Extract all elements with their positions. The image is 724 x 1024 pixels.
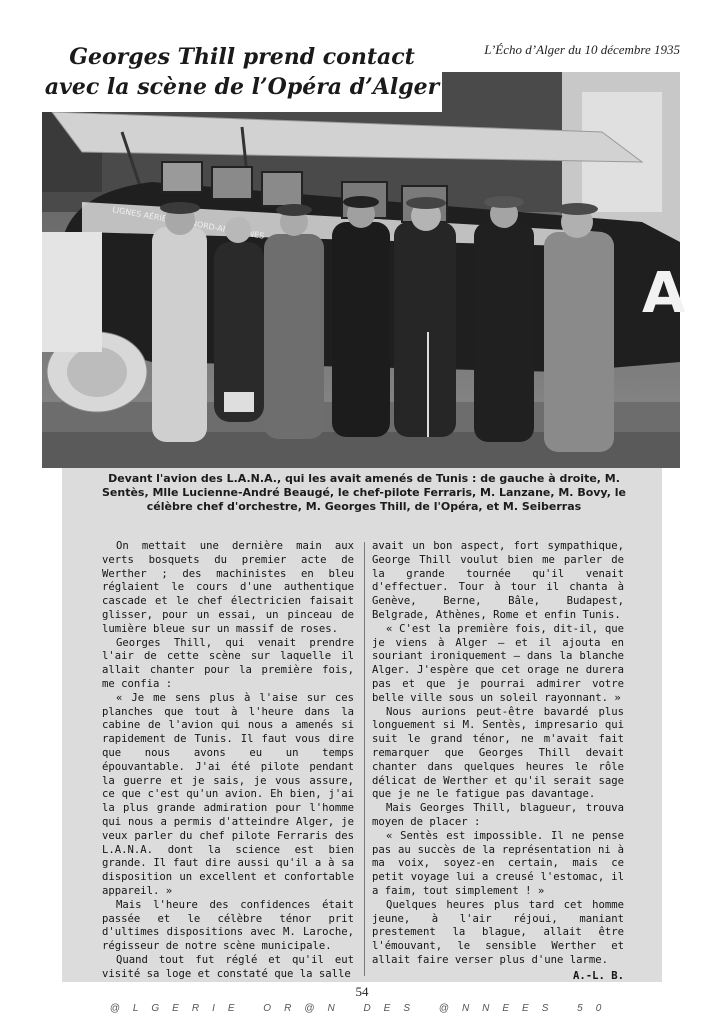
paragraph: Mais l'heure des confidences était passée et le célèbre ténor prit d'ultimes dispositions avec M. Laroche, régisseur de notre scène municipale. <box>102 898 354 953</box>
paragraph: Quand tout fut réglé et qu'il eut visité sa loge et constaté que la salle <box>102 953 354 980</box>
page-number: 54 <box>355 984 369 999</box>
paragraph: « Sentès est impossible. Il ne pense pas au succès de la représentation ni à ma voix, soyez-en certain, mais ce petit voyage lui a creusé l'estomac, il a faim, tout simplement ! » <box>372 829 624 897</box>
headline <box>42 42 442 112</box>
person-5 <box>394 197 456 437</box>
paragraph: « Je me sens plus à l'aise sur ces planches que tout à l'heure dans la cabine de l'avion qui nous a amenés si rapidement de Tunis. Il faut vous dire que nous avons eu un temps épouvantable. J'ai été pilote pendant la guerre et je sais, je vous assure, ce que c'est qu'un avion. Eh bien, j'ai la plus grande admiration pour l'homme qui nous a permis d'atteindre Alger, je veux parler du chef pilote Ferraris des L.A.N.A. dont la science est bien grande. Il faut dire aussi qu'il a à sa disposition un excellent et confortable appareil. » <box>102 691 354 897</box>
person-4 <box>332 196 390 437</box>
tail-letters: A <box>642 261 686 326</box>
footer-text: @LGERIE OR@N DES @NNEES 50 <box>109 1003 615 1014</box>
article-column-1 <box>102 540 354 982</box>
headline-line-2: avec la scène de l’Opéra d’Alger <box>44 74 440 100</box>
article-column-2 <box>372 540 624 984</box>
paragraph: Mais Georges Thill, blagueur, trouva moyen de placer : <box>372 802 624 828</box>
person-1 <box>152 202 207 442</box>
paragraph: Quelques heures plus tard cet homme jeune, à l'air réjoui, maniant prestement la blague, allait être l'émouvant, le sensible Werther et allait faire verser plus d'une larme. <box>372 898 624 966</box>
paragraph: Nous aurions peut-être bavardé plus longuement si M. Sentès, impresario qui suit le grand ténor, ne m'avait fait remarquer que Georges Thill devait chanter dans quelques heures le rôle délicat de Werther et qu'il serait sage que je ne le fatigue pas davantage. <box>372 705 624 801</box>
person-7 <box>544 203 614 452</box>
paragraph: « C'est la première fois, dit-il, que je viens à Alger — et il ajouta en souriant ironiquement — dans la blanche Alger. J'espère que cet orage ne durera pas et que je pourrai admirer votre belle ville sous un soleil rayonnant. » <box>372 622 624 704</box>
airplane-group-photo <box>42 72 686 468</box>
person-3 <box>264 204 324 439</box>
paragraph: avait un bon aspect, fort sympathique, George Thill voulut bien me parler de la grande tournée qu'il venait d'effectuer. Tour à tour il chanta à Genève, Berne, Bâle, Budapest, Belgrade, Athènes, Rome et enfin Tunis. <box>372 540 624 621</box>
author-signature: A.-L. B. <box>572 969 624 982</box>
source-citation: L’Écho d’Alger du 10 décembre 1935 <box>484 42 680 57</box>
fuselage-text: LIGNES <box>111 205 142 220</box>
photo-caption: Devant l'avion des L.A.N.A., qui les avait amenés de Tunis : de gauche à droite, M. Sentès, Mlle Lucienne-André Beaugé, le chef-pilote Ferraris, M. Lanzane, M. Bovy, le célèbre chef d'orchestre, M. Georges Thill, de l'Opéra, et M. Seiberras <box>102 472 626 513</box>
newspaper-clipping <box>62 468 662 982</box>
person-6 <box>474 196 534 442</box>
paragraph: On mettait une dernière main aux verts bosquets du premier acte de Werther ; des machinistes en bleu réglaient le cours d'une authentique cascade et le chef électricien faisait glisser, pour un essai, un pinceau de lumière bleue sur un massif de roses. <box>102 540 354 635</box>
person-2 <box>214 217 264 422</box>
headline-line-1: Georges Thill prend contact <box>69 44 415 70</box>
paragraph: Georges Thill, qui venait prendre l'air de cette scène sur laquelle il allait chanter pour la première fois, me confia : <box>102 636 354 690</box>
column-divider <box>364 542 365 976</box>
